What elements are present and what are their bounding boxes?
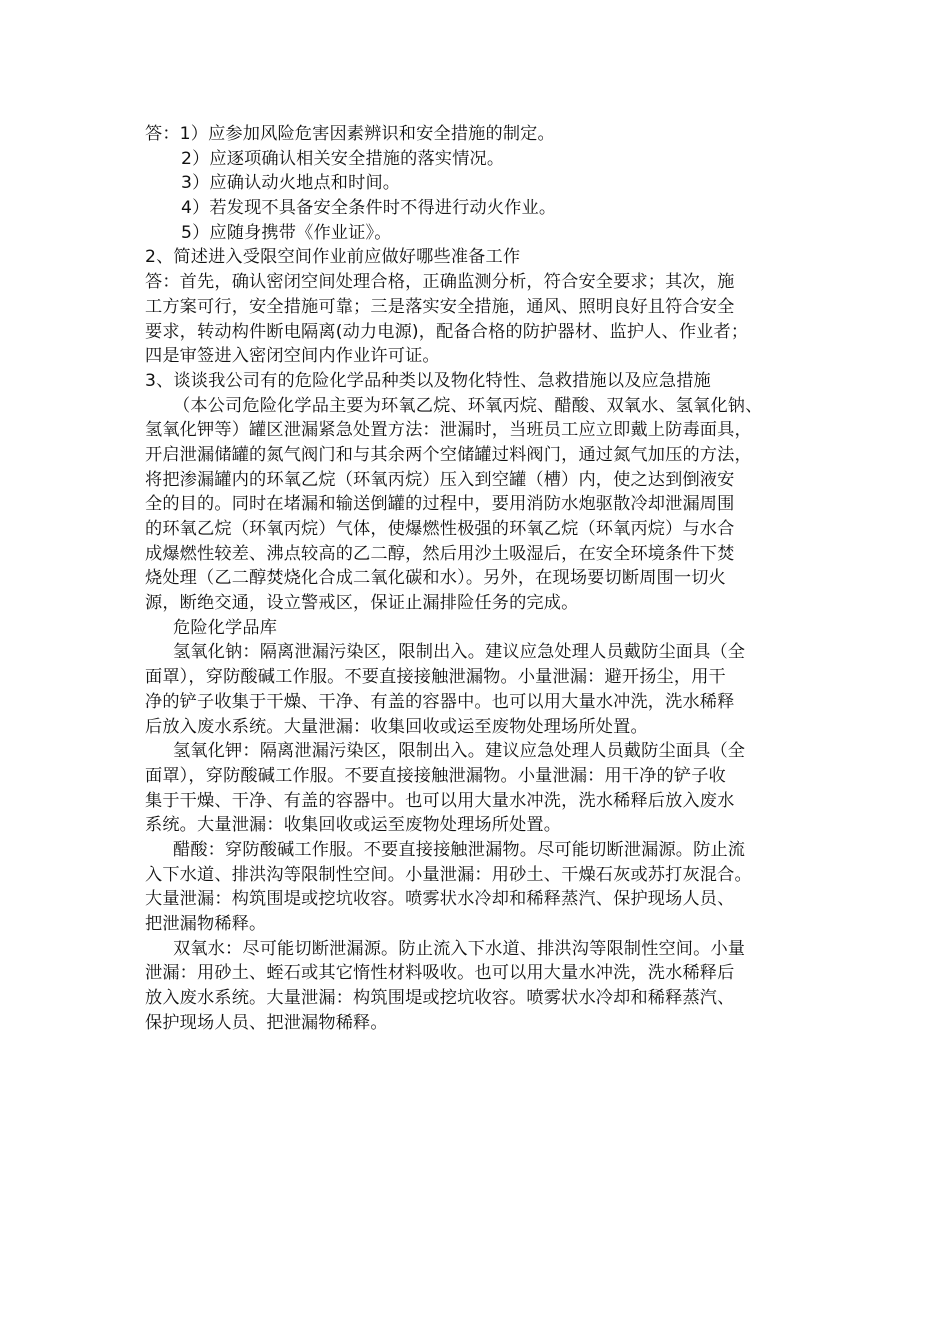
text-line: 成爆燃性较差、沸点较高的乙二醇，然后用沙土吸湿后，在安全环境条件下焚 bbox=[145, 543, 735, 564]
text-line: 面罩），穿防酸碱工作服。不要直接接触泄漏物。小量泄漏：用干净的铲子收 bbox=[145, 765, 726, 786]
text-line: 3）应确认动火地点和时间。 bbox=[181, 173, 401, 194]
text-line: 入下水道、排洪沟等限制性空间。小量泄漏：用砂土、干燥石灰或苏打灰混合。 bbox=[145, 864, 752, 885]
text-line: 的环氧乙烷（环氧丙烷）气体，使爆燃性极强的环氧乙烷（环氧丙烷）与水合 bbox=[145, 519, 735, 539]
text-line: 将把渗漏罐内的环氧乙烷（环氧丙烷）压入到空罐（槽）内，使之达到倒液安 bbox=[145, 469, 735, 490]
text-line: 全的目的。同时在堵漏和输送倒罐的过程中，要用消防水炮驱散冷却泄漏周围 bbox=[145, 494, 735, 515]
text-line: 氢氧化钾等）罐区泄漏紧急处置方法：泄漏时，当班员工应立即戴上防毒面具， bbox=[145, 420, 752, 441]
text-line: 醋酸：穿防酸碱工作服。不要直接接触泄漏物。尽可能切断泄漏源。防止流 bbox=[173, 839, 746, 860]
text-line: 工方案可行，安全措施可靠；三是落实安全措施，通风、照明良好且符合安全 bbox=[145, 296, 735, 317]
text-line: 答：1）应参加风险危害因素辨识和安全措施的制定。 bbox=[145, 124, 555, 144]
text-line: 氢氧化钠：隔离泄漏污染区，限制出入。建议应急处理人员戴防尘面具（全 bbox=[173, 642, 746, 663]
text-line: 后放入废水系统。大量泄漏：收集回收或运至废物处理场所处置。 bbox=[145, 716, 648, 737]
text-line: 四是审签进入密闭空间内作业许可证。 bbox=[145, 346, 440, 367]
text-line: 5）应随身携带《作业证》。 bbox=[181, 222, 392, 243]
text-line: 答：首先，确认密闭空间处理合格，正确监测分析，符合安全要求；其次，施 bbox=[145, 272, 735, 293]
text-line: 3、谈谈我公司有的危险化学品种类以及物化特性、急救措施以及应急措施 bbox=[145, 370, 711, 391]
text-line: 系统。大量泄漏：收集回收或运至废物处理场所处置。 bbox=[145, 815, 562, 836]
text-line: 泄漏：用砂土、蛭石或其它惰性材料吸收。也可以用大量水冲洗，洗水稀释后 bbox=[145, 963, 735, 984]
text-line: 把泄漏物稀释。 bbox=[145, 914, 267, 934]
text-line: 净的铲子收集于干燥、干净、有盖的容器中。也可以用大量水冲洗，洗水稀释 bbox=[145, 691, 735, 712]
text-line: 源，断绝交通，设立警戒区，保证止漏排险任务的完成。 bbox=[145, 593, 579, 614]
text-line: 氢氧化钾：隔离泄漏污染区，限制出入。建议应急处理人员戴防尘面具（全 bbox=[173, 741, 746, 762]
text-line: 要求，转动构件断电隔离(动力电源)，配备合格的防护器材、监护人、作业者； bbox=[145, 321, 749, 342]
text-line: 2、简述进入受限空间作业前应做好哪些准备工作 bbox=[145, 247, 521, 268]
text-line: 面罩），穿防酸碱工作服。不要直接接触泄漏物。小量泄漏：避开扬尘，用干 bbox=[145, 667, 726, 688]
text-line: 2）应逐项确认相关安全措施的落实情况。 bbox=[181, 148, 505, 169]
text-line: 集于干燥、干净、有盖的容器中。也可以用大量水冲洗，洗水稀释后放入废水 bbox=[145, 790, 735, 811]
document-body bbox=[145, 122, 815, 1035]
text-line: 大量泄漏：构筑围堤或挖坑收容。喷雾状水冷却和稀释蒸汽、保护现场人员、 bbox=[145, 889, 735, 910]
text-line: 危险化学品库 bbox=[173, 617, 278, 638]
text-line: 放入废水系统。大量泄漏：构筑围堤或挖坑收容。喷雾状水冷却和稀释蒸汽、 bbox=[145, 988, 735, 1009]
text-line: 双氧水：尽可能切断泄漏源。防止流入下水道、排洪沟等限制性空间。小量 bbox=[173, 938, 746, 959]
text-line: （本公司危险化学品主要为环氧乙烷、环氧丙烷、醋酸、双氧水、氢氧化钠、 bbox=[173, 395, 763, 416]
text-line: 保护现场人员、把泄漏物稀释。 bbox=[145, 1012, 388, 1033]
text-line: 4）若发现不具备安全条件时不得进行动火作业。 bbox=[181, 198, 557, 219]
text-line: 开启泄漏储罐的氮气阀门和与其余两个空储罐过料阀门，通过氮气加压的方法， bbox=[145, 444, 752, 465]
text-line: 烧处理（乙二醇焚烧化合成二氧化碳和水）。另外，在现场要切断周围一切火 bbox=[145, 568, 726, 589]
